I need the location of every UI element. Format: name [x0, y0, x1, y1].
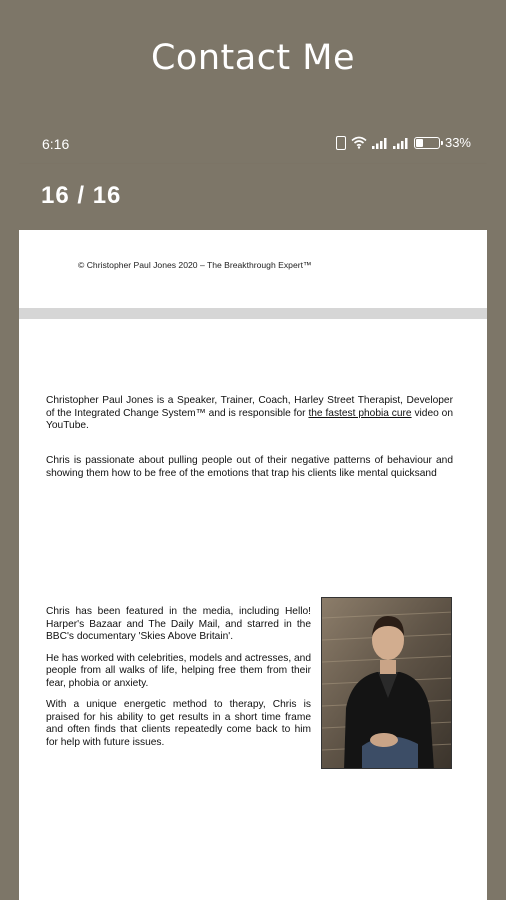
status-bar	[19, 124, 487, 164]
promo-title: Contact Me	[150, 38, 356, 78]
page-separator	[19, 308, 487, 319]
intro-text-end: video on YouTube.	[46, 407, 453, 431]
document-page-previous	[19, 230, 487, 308]
phobia-cure-link[interactable]: the fastest phobia cure	[308, 407, 412, 419]
intro-paragraph	[46, 395, 453, 433]
status-time: 6:16	[42, 136, 70, 152]
media-paragraph: Chris has been featured in the media, including Hello! Harper's Bazaar and The Daily Mail, and starred in the BBC's documentary 'Skies Above Britain'.	[46, 606, 311, 642]
battery-icon	[414, 137, 440, 149]
intro-text: Christopher Paul Jones is a Speaker, Trainer, Coach, Harley Street Therapist, Developer of the Integrated Change System™ and is responsible for	[46, 395, 453, 419]
phone-screen	[19, 124, 487, 900]
battery-percent: 33%	[444, 135, 471, 150]
portrait-photo	[321, 597, 452, 769]
signal-icon-2	[393, 137, 409, 149]
method-paragraph: With a unique energetic method to therapy, Chris is praised for his ability to get results in a short time frame and often finds that clients repeatedly come back to him for help with future issues.	[46, 699, 311, 748]
status-icons	[336, 135, 471, 150]
signal-icon	[372, 137, 388, 149]
vibrate-icon	[336, 136, 346, 150]
page-indicator: 16 / 16	[41, 182, 122, 209]
copyright-footer: © Christopher Paul Jones 2020 – The Breakthrough Expert™	[78, 260, 312, 270]
wifi-icon	[351, 136, 367, 149]
battery-fill	[416, 139, 423, 147]
app-bar	[19, 164, 487, 230]
document-page-current	[19, 319, 487, 900]
celebrities-paragraph: He has worked with celebrities, models and actresses, and people from all walks of life, helping free them from their fear, phobia or anxiety.	[46, 652, 312, 689]
passion-paragraph: Chris is passionate about pulling people out of their negative patterns of behaviour and showing them how to be free of the emotions that trap his clients like mental quicksand	[46, 455, 453, 479]
bio-column	[46, 606, 311, 758]
